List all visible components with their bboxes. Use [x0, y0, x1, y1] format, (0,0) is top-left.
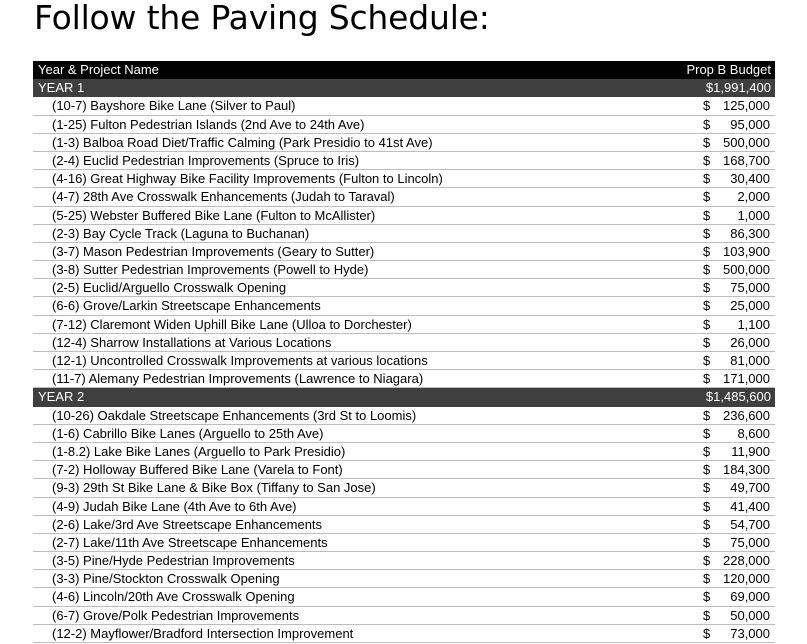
project-budget: 125,000 — [723, 98, 770, 114]
currency-symbol: $ — [703, 607, 711, 623]
project-budget: 95,000 — [730, 116, 770, 132]
project-name: (7-2) Holloway Buffered Bike Lane (Varela to Font) — [52, 462, 343, 478]
project-budget: 2,000 — [737, 189, 770, 205]
project-row — [33, 443, 775, 461]
project-row — [33, 152, 775, 170]
project-budget: 1,100 — [737, 316, 770, 332]
currency-symbol: $ — [703, 134, 711, 150]
currency-symbol: $ — [703, 443, 711, 459]
currency-symbol: $ — [703, 480, 711, 496]
project-row — [33, 534, 775, 552]
project-budget: 41,400 — [730, 498, 770, 514]
currency-symbol: $ — [703, 116, 711, 132]
currency-symbol: $ — [703, 625, 711, 641]
currency-symbol: $ — [703, 225, 711, 241]
project-budget: 184,300 — [723, 462, 770, 478]
project-name: (10-7) Bayshore Bike Lane (Silver to Paul) — [52, 98, 296, 114]
year-total-budget: $1,485,600 — [705, 389, 771, 405]
currency-symbol: $ — [703, 371, 711, 387]
project-name: (11-7) Alemany Pedestrian Improvements (Lawrence to Niagara) — [52, 371, 424, 387]
project-row — [33, 552, 775, 570]
project-budget: 8,600 — [737, 425, 770, 441]
currency-symbol: $ — [703, 534, 711, 550]
project-name: (2-6) Lake/3rd Ave Streetscape Enhancements — [52, 516, 323, 532]
project-name: (2-7) Lake/11th Ave Streetscape Enhancements — [52, 534, 328, 550]
project-budget: 75,000 — [730, 534, 770, 550]
project-name: (3-8) Sutter Pedestrian Improvements (Powell to Hyde) — [52, 262, 369, 278]
project-name: (10-26) Oakdale Streetscape Enhancements (3rd St to Loomis) — [52, 407, 417, 423]
currency-symbol: $ — [703, 189, 711, 205]
project-name: (6-6) Grove/Larkin Streetscape Enhancements — [52, 298, 321, 314]
project-name: (7-12) Claremont Widen Uphill Bike Lane (Ulloa to Dorchester) — [52, 316, 412, 332]
project-budget: 54,700 — [730, 516, 770, 532]
currency-symbol: $ — [703, 571, 711, 587]
project-row — [33, 170, 775, 188]
project-budget: 103,900 — [723, 243, 770, 259]
project-name: (4-7) 28th Ave Crosswalk Enhancements (Judah to Taraval) — [52, 189, 395, 205]
column-header-budget: Prop B Budget — [686, 62, 771, 77]
project-row — [33, 334, 775, 352]
currency-symbol: $ — [703, 316, 711, 332]
project-row — [33, 425, 775, 443]
project-name: (6-7) Grove/Polk Pedestrian Improvements — [52, 607, 300, 623]
project-name: (2-5) Euclid/Arguello Crosswalk Opening — [52, 280, 287, 296]
project-name: (1-3) Balboa Road Diet/Traffic Calming (Park Presidio to 41st Ave) — [52, 134, 433, 150]
project-row — [33, 297, 775, 315]
project-budget: 26,000 — [730, 334, 770, 350]
project-name: (3-5) Pine/Hyde Pedestrian Improvements — [52, 553, 295, 569]
currency-symbol: $ — [703, 516, 711, 532]
project-budget: 50,000 — [730, 607, 770, 623]
currency-symbol: $ — [703, 280, 711, 296]
project-row — [33, 261, 775, 279]
project-budget: 500,000 — [723, 262, 770, 278]
currency-symbol: $ — [703, 171, 711, 187]
currency-symbol: $ — [703, 462, 711, 478]
project-name: (4-16) Great Highway Bike Facility Improvements (Fulton to Lincoln) — [52, 171, 443, 187]
currency-symbol: $ — [703, 334, 711, 350]
project-row — [33, 498, 775, 516]
project-row — [33, 243, 775, 261]
currency-symbol: $ — [703, 498, 711, 514]
project-budget: 228,000 — [723, 553, 770, 569]
paving-schedule-table — [33, 61, 775, 643]
currency-symbol: $ — [703, 407, 711, 423]
year-total-budget: $1,991,400 — [705, 80, 771, 96]
project-row — [33, 116, 775, 134]
project-budget: 81,000 — [730, 353, 770, 368]
project-row — [33, 352, 775, 370]
project-name: (1-8.2) Lake Bike Lanes (Arguello to Park Presidio) — [52, 443, 346, 459]
project-budget: 69,000 — [730, 589, 770, 605]
year-section-row — [33, 79, 775, 97]
project-row — [33, 516, 775, 534]
column-header-project-name: Year & Project Name — [38, 62, 159, 77]
project-row — [33, 134, 775, 152]
project-name: (4-6) Lincoln/20th Ave Crosswalk Opening — [52, 589, 295, 605]
year-label: YEAR 1 — [38, 80, 85, 96]
project-name: (5-25) Webster Buffered Bike Lane (Fulton to McAllister) — [52, 207, 376, 223]
project-row — [33, 607, 775, 625]
project-row — [33, 97, 775, 115]
currency-symbol: $ — [703, 98, 711, 114]
project-name: (4-9) Judah Bike Lane (4th Ave to 6th Ave) — [52, 498, 297, 514]
project-budget: 73,000 — [730, 625, 770, 641]
project-budget: 168,700 — [723, 152, 770, 168]
project-name: (1-25) Fulton Pedestrian Islands (2nd Ave to 24th Ave) — [52, 116, 365, 132]
currency-symbol: $ — [703, 262, 711, 278]
project-row — [33, 188, 775, 206]
project-row — [33, 407, 775, 425]
project-budget: 30,400 — [730, 171, 770, 187]
project-row — [33, 625, 775, 643]
currency-symbol: $ — [703, 243, 711, 259]
project-name: (2-4) Euclid Pedestrian Improvements (Spruce to Iris) — [52, 152, 360, 168]
project-row — [33, 370, 775, 388]
project-budget: 500,000 — [723, 134, 770, 150]
project-budget: 75,000 — [730, 280, 770, 296]
project-row — [33, 570, 775, 588]
project-name: (12-2) Mayflower/Bradford Intersection Improvement — [52, 625, 354, 641]
currency-symbol: $ — [703, 353, 711, 368]
table-header-row — [33, 61, 775, 79]
currency-symbol: $ — [703, 152, 711, 168]
project-name: (3-3) Pine/Stockton Crosswalk Opening — [52, 571, 280, 587]
currency-symbol: $ — [703, 425, 711, 441]
project-name: (9-3) 29th St Bike Lane & Bike Box (Tiffany to San Jose) — [52, 480, 376, 496]
project-budget: 25,000 — [730, 298, 770, 314]
project-row — [33, 207, 775, 225]
currency-symbol: $ — [703, 589, 711, 605]
project-budget: 11,900 — [731, 443, 770, 459]
project-budget: 236,600 — [723, 407, 770, 423]
project-budget: 49,700 — [730, 480, 770, 496]
currency-symbol: $ — [703, 298, 711, 314]
year-section-row — [33, 388, 775, 406]
project-budget: 1,000 — [737, 207, 770, 223]
project-name: (3-7) Mason Pedestrian Improvements (Geary to Sutter) — [52, 243, 375, 259]
project-row — [33, 279, 775, 297]
project-row — [33, 461, 775, 479]
project-name: (12-1) Uncontrolled Crosswalk Improvements at various locations — [52, 353, 428, 368]
page-title: Follow the Paving Schedule: — [34, 0, 490, 37]
project-budget: 120,000 — [723, 571, 770, 587]
project-name: (12-4) Sharrow Installations at Various Locations — [52, 334, 332, 350]
project-name: (1-6) Cabrillo Bike Lanes (Arguello to 25th Ave) — [52, 425, 324, 441]
project-row — [33, 479, 775, 497]
project-row — [33, 316, 775, 334]
currency-symbol: $ — [703, 553, 711, 569]
project-row — [33, 588, 775, 606]
project-budget: 171,000 — [723, 371, 770, 387]
project-name: (2-3) Bay Cycle Track (Laguna to Buchanan) — [52, 225, 310, 241]
project-row — [33, 225, 775, 243]
project-budget: 86,300 — [730, 225, 770, 241]
currency-symbol: $ — [703, 207, 711, 223]
year-label: YEAR 2 — [38, 389, 85, 405]
